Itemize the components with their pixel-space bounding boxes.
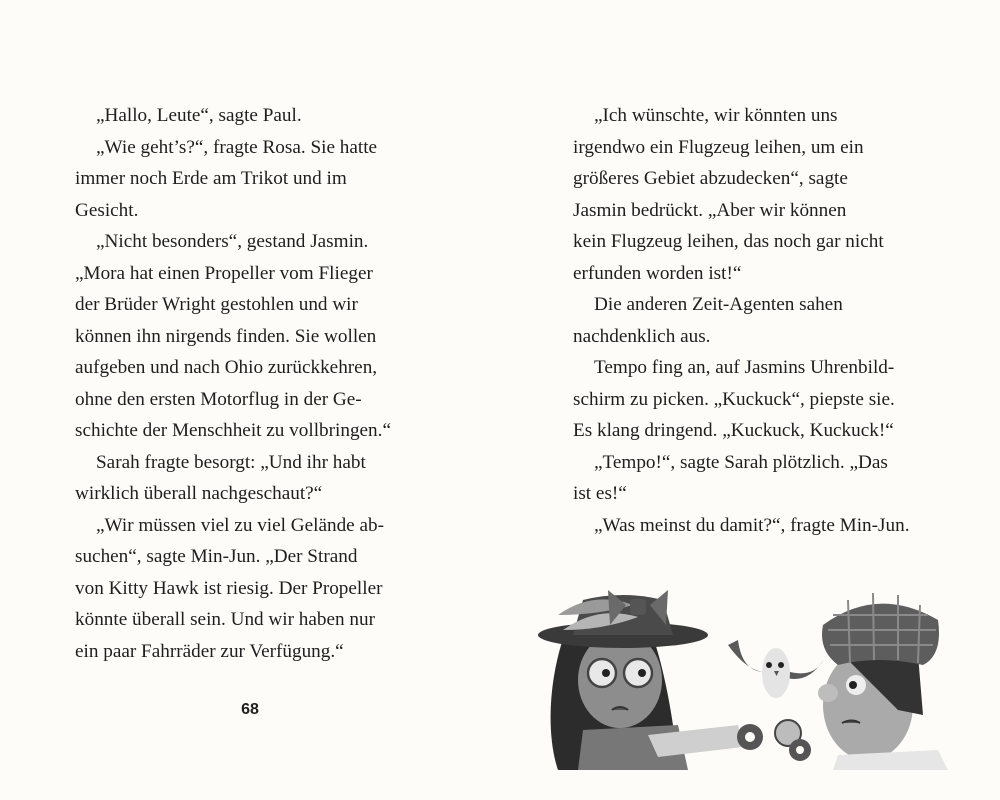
illustration-children-with-bird bbox=[538, 585, 1000, 770]
text-line: Sarah fragte besorgt: „Und ihr habt bbox=[96, 451, 366, 473]
text-line: „Ich wünschte, wir könnten uns bbox=[594, 105, 838, 126]
text-line: ohne den ersten Motorflug in der Ge- bbox=[75, 388, 362, 410]
right-text-column bbox=[573, 100, 933, 541]
text-line: könnte überall sein. Und wir haben nur bbox=[75, 609, 375, 630]
text-line: nachdenklich aus. bbox=[573, 325, 711, 347]
text-line: von Kitty Hawk ist riesig. Der Propeller bbox=[75, 577, 383, 599]
text-line: Die anderen Zeit-Agenten sahen bbox=[594, 294, 843, 315]
paragraph bbox=[75, 132, 420, 227]
paragraph bbox=[573, 510, 933, 542]
text-line: „Wir müssen viel zu viel Gelände ab- bbox=[96, 514, 384, 536]
paragraph bbox=[573, 352, 933, 447]
paragraph bbox=[75, 447, 420, 510]
text-line: der Brüder Wright gestohlen und wir bbox=[75, 294, 358, 315]
text-line: Gesicht. bbox=[75, 199, 139, 221]
text-line: „Hallo, Leute“, sagte Paul. bbox=[96, 105, 302, 126]
text-line: Jasmin bedrückt. „Aber wir können bbox=[573, 199, 847, 221]
boy-cap bbox=[822, 604, 939, 665]
text-line: schichte der Menschheit zu vollbringen.“ bbox=[75, 420, 391, 441]
paragraph bbox=[75, 100, 420, 132]
text-line: ist es!“ bbox=[573, 483, 627, 504]
text-line: „Nicht besonders“, gestand Jasmin. bbox=[96, 231, 369, 252]
text-line: „Mora hat einen Propeller vom Flieger bbox=[75, 262, 373, 284]
paragraph bbox=[573, 100, 933, 289]
paragraph bbox=[573, 289, 933, 352]
text-line: Tempo fing an, auf Jasmins Uhrenbild- bbox=[594, 357, 895, 378]
text-line: „Tempo!“, sagte Sarah plötzlich. „Das bbox=[594, 451, 888, 473]
left-text-column bbox=[75, 100, 420, 667]
text-line: Es klang dringend. „Kuckuck, Kuckuck!“ bbox=[573, 420, 894, 441]
text-line: wirklich überall nachgeschaut?“ bbox=[75, 483, 323, 504]
text-line: irgendwo ein Flugzeug leihen, um ein bbox=[573, 136, 864, 158]
text-line: können ihn nirgends finden. Sie wollen bbox=[75, 325, 377, 347]
text-line: ein paar Fahrräder zur Verfügung.“ bbox=[75, 640, 344, 662]
right-page bbox=[500, 0, 1000, 800]
text-line: kein Flugzeug leihen, das noch gar nicht bbox=[573, 231, 884, 252]
paragraph bbox=[75, 510, 420, 668]
paragraph bbox=[573, 447, 933, 510]
text-line: „Wie geht’s?“, fragte Rosa. Sie hatte bbox=[96, 136, 378, 158]
text-line: aufgeben und nach Ohio zurückkehren, bbox=[75, 357, 378, 378]
page-number: 68 bbox=[241, 701, 259, 718]
boy-nose bbox=[818, 684, 838, 702]
text-line: größeres Gebiet abzudecken“, sagte bbox=[573, 168, 848, 189]
text-line: suchen“, sagte Min-Jun. „Der Strand bbox=[75, 546, 358, 567]
text-line: erfunden worden ist!“ bbox=[573, 262, 742, 284]
text-line: „Was meinst du damit?“, fragte Min-Jun. bbox=[594, 514, 910, 536]
text-line: immer noch Erde am Trikot und im bbox=[75, 168, 347, 189]
text-line: schirm zu picken. „Kuckuck“, piepste sie. bbox=[573, 388, 895, 410]
paragraph bbox=[75, 226, 420, 447]
